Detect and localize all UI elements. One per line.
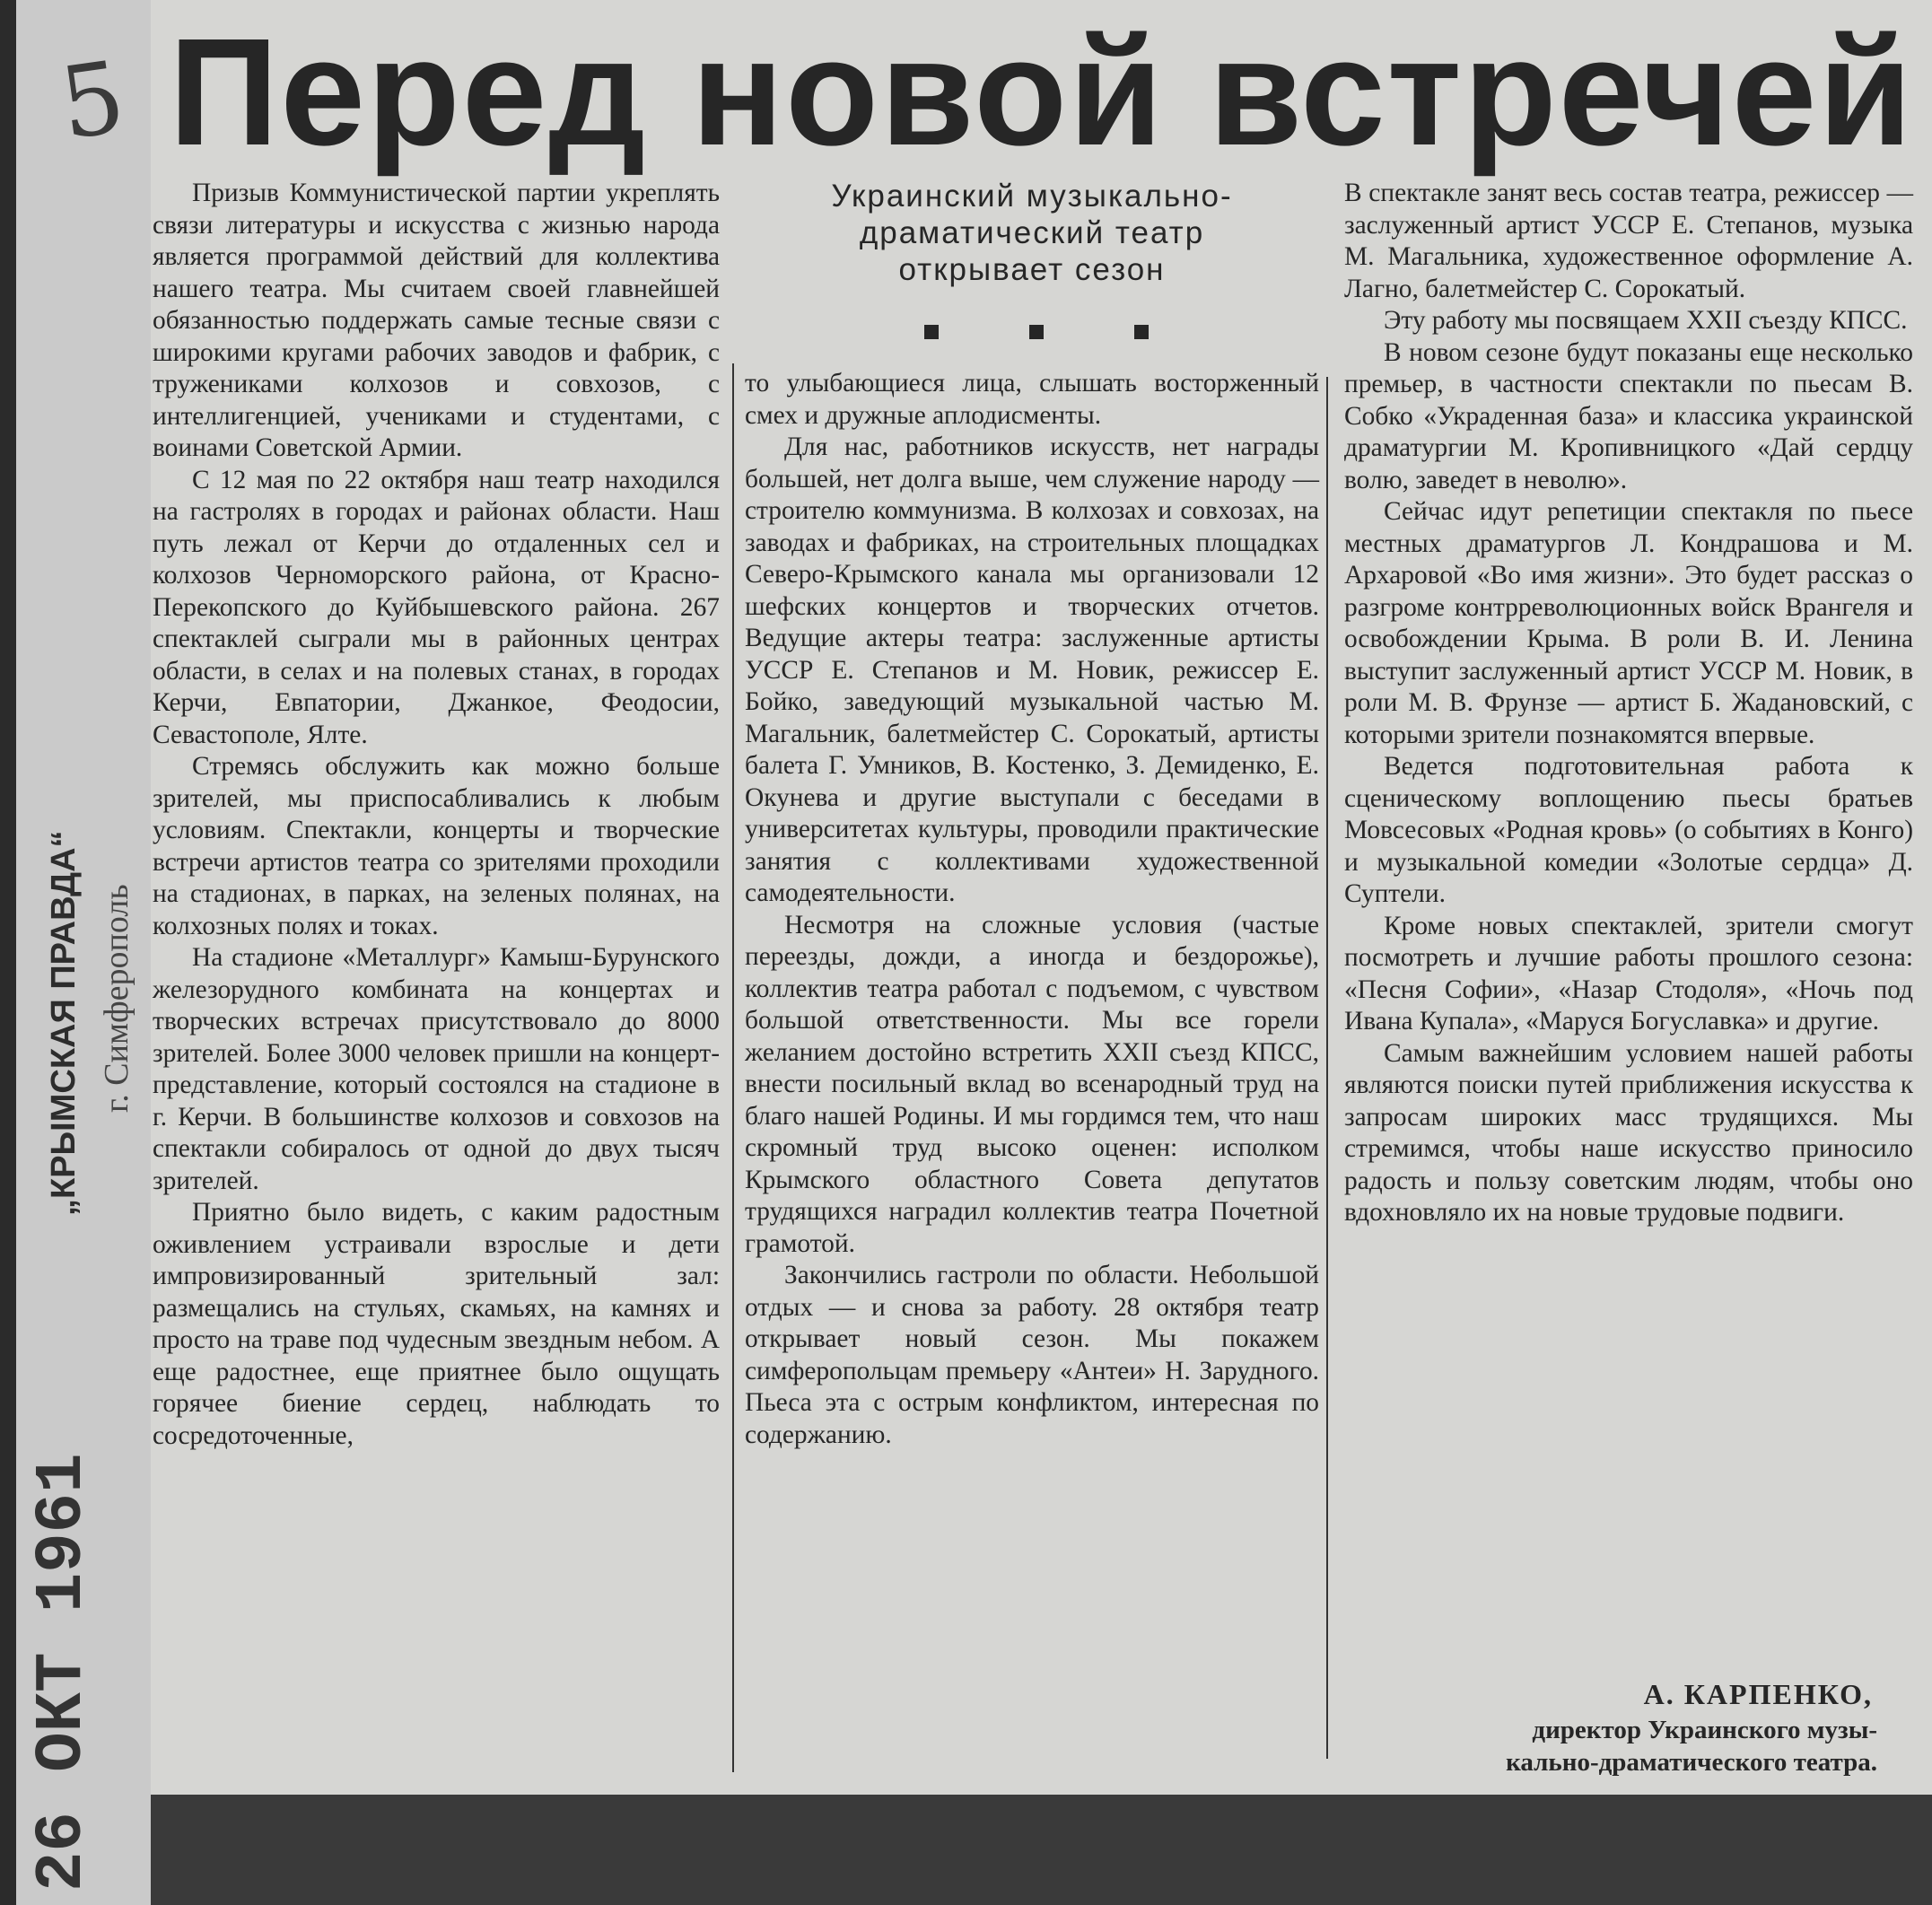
- paragraph: Закончились гастроли по области. Небольшой отдых — и снова за работу. 28 октября театр открывает новый сезон. Мы покажем симферопольцам премьеру «Антеи» Н. Зарудного. Пьеса эта с острым конфликтом, интересная по содержанию.: [745, 1261, 1319, 1449]
- city-label: г. Симферополь: [98, 884, 136, 1113]
- ornament-square: [1029, 325, 1044, 339]
- paragraph: На стадионе «Металлург» Камыш-Бурунского железорудного комбината на концертах и творческих встречах присутствовало до 8000 зрителей. Более 3000 человек пришли на концерт-представление, который состоялся на стадионе в г. Керчи. В большинстве колхозов и совхозов на спектакли собиралось от одной до двух тысяч зрителей.: [153, 943, 720, 1195]
- ornament-square: [1134, 325, 1149, 339]
- author-title: [1344, 1714, 1877, 1778]
- column-3: [1344, 178, 1913, 1229]
- author-title-line: директор Украинского музы-: [1532, 1716, 1877, 1744]
- subheading-line: Украинский музыкально-: [831, 179, 1233, 214]
- paragraph: Сейчас идут репетиции спектакля по пьесе местных драматургов Л. Кондрашова и М. Архаровой «Во имя жизни». Это будет рассказ о разгроме контрреволюционных войск Врангеля и освобождении Крыма. В роли В. И. Ленина выступит заслуженный артист УССР М. Новик, в роли М. В. Фрунзе — артист Б. Жадановский, с которыми зрители познакомятся впервые.: [1344, 497, 1913, 749]
- newspaper-name: „КРЫМСКАЯ ПРАВДА“: [45, 830, 83, 1216]
- column-1: [153, 178, 720, 1452]
- article-headline: Перед новой встречей: [169, 7, 1914, 178]
- paragraph: Приятно было видеть, с каким радостным оживлением устраивали взрослые и дети импровизированный зрительный зал: размещались на стульях, скамьях, на камнях и просто на траве под чудесным звездным небом. А еще радостнее, еще приятнее было ощущать горячее биение сердец, наблюдать то сосредоточенные,: [153, 1198, 720, 1450]
- ornament-square: [924, 325, 939, 339]
- paragraph: Эту работу мы посвящаем XXII съезду КПСС.: [1384, 306, 1908, 335]
- paragraph: Призыв Коммунистической партии укреплять связи литературы и искусства с жизнью народа является программой действий для коллектива нашего театра. Мы считаем своей главнейшей обязанностью поддержать самые тесные связи с широкими кругами рабочих заводов и фабрик, с тружениками колхозов и совхозов, с интеллигенцией, учениками и студентами, с воинами Советской Армии.: [153, 179, 720, 462]
- column-divider: [1326, 377, 1328, 1759]
- section-ornament: [924, 325, 1149, 339]
- column-divider: [732, 363, 734, 1772]
- paragraph: Кроме новых спектаклей, зрители смогут посмотреть и лучшие работы прошлого сезона: «Песня Софии», «Назар Стодоля», «Ночь под Ивана Купала», «Маруся Богуславка» и другие.: [1344, 911, 1913, 1036]
- paragraph: то улыбающиеся лица, слышать восторженный смех и дружные аплодисменты.: [745, 369, 1319, 430]
- handwritten-number: 5: [53, 39, 132, 162]
- paragraph: Несмотря на сложные условия (частые переезды, дожди, а иногда и бездорожье), коллектив театра работал с подъемом, с чувством большой ответственности. Мы все горели желанием достойно встретить XXII съезд КПСС, внести посильный вклад во всенародный труд на благо нашей Родины. И мы гордимся тем, что наш скромный труд высоко оценен: исполком Крымского областного Совета депутатов трудящихся наградил коллектив театра Почетной грамотой.: [745, 910, 1319, 1258]
- paragraph: Для нас, работников искусств, нет награды большей, нет долга выше, чем служение народу — строителю коммунизма. В колхозах и совхозах, на заводах и фабриках, на строительных площадках Северо-Крымского канала мы организовали 12 шефских концертов и творческих отчетов. Ведущие актеры театра: заслуженные артисты УССР Е. Степанов и М. Новик, режиссер Е. Бойко, заведующий музыкальной частью М. Магальник, балетмейстер С. Сорокатый, артисты балета Г. Умников, В. Костенко, З. Демиденко, Е. Окунева и другие выступали с беседами в университетах культуры, проводили практические занятия с коллективами художественной самодеятельности.: [745, 433, 1319, 907]
- date-stamp: 26 ОКТ 1961: [25, 1453, 101, 1892]
- subheading-line: драматический театр: [859, 215, 1205, 250]
- article-subheading: [745, 178, 1319, 288]
- paragraph: С 12 мая по 22 октября наш театр находился на гастролях в городах и районах области. Наш путь лежал от Керчи до отдаленных сел и колхозов Черноморского района, от Красно-Перекопского до Куйбышевского района. 267 спектаклей сыграли мы в районных центрах области, в селах и на полевых станах, в городах Керчи, Евпатории, Джанкое, Феодосии, Севастополе, Ялте.: [153, 465, 720, 749]
- paragraph: Ведется подготовительная работа к сценическому воплощению пьесы братьев Мовсесовых «Родная кровь» (о событиях в Конго) и музыкальной комедии «Золотые сердца» Д. Суптели.: [1344, 752, 1913, 908]
- paragraph: Стремясь обслужить как можно больше зрителей, мы приспосабливались к любым условиям. Спектакли, концерты и творческие встречи артистов театра со зрителями проходили на стадионах, в парках, на зеленых полянах, на колхозных полях и токах.: [153, 752, 720, 940]
- paragraph: В новом сезоне будут показаны еще несколько премьер, в частности спектакли по пьесам В. Собко «Украденная база» и классика украинской драматургии М. Кропивницкого «Дай сердцу волю, заведет в неволю».: [1344, 337, 1913, 494]
- paragraph: Самым важнейшим условием нашей работы являются поиски путей приближения искусства к запросам широких масс трудящихся. Мы стремимся, чтобы наше искусство приносило радость и пользу советским людям, чтобы оно вдохновляло их на новые трудовые подвиги.: [1344, 1038, 1913, 1227]
- column-2: [745, 368, 1319, 1451]
- dark-bottom-edge: [151, 1795, 1932, 1905]
- subheading-line: открывает сезон: [898, 252, 1166, 287]
- paragraph: В спектакле занят весь состав театра, режиссер — заслуженный артист УССР Е. Степанов, музыка М. Магальника, художественное оформление А. Лагно, балетмейстер С. Сорокатый.: [1344, 179, 1913, 303]
- author-title-line: кально-драматического театра.: [1506, 1748, 1877, 1777]
- author-name: А. КАРПЕНКО,: [1643, 1678, 1873, 1710]
